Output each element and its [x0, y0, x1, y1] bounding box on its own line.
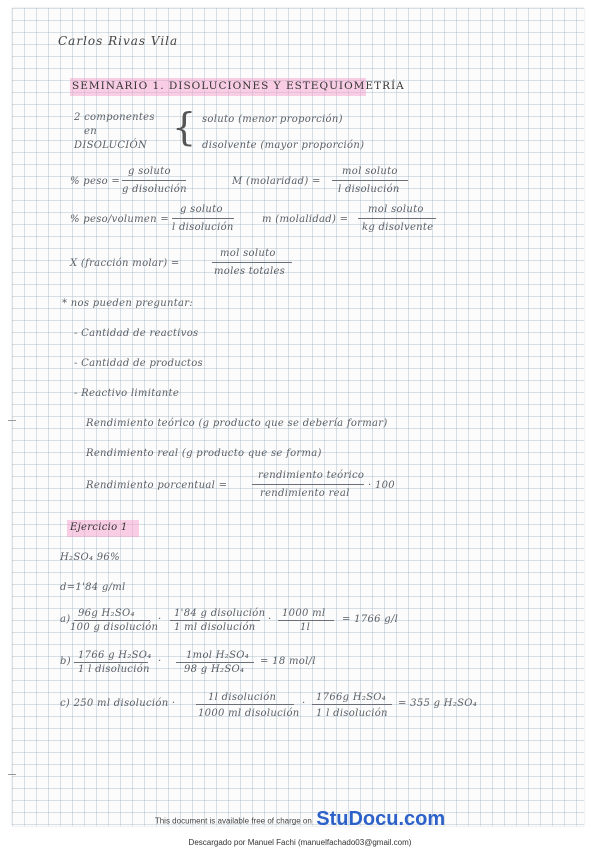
fraction-bar [176, 662, 254, 663]
molalidad-formula-lhs: m (molalidad) = [262, 214, 349, 225]
footer [0, 808, 600, 831]
peso-formula-lhs: % peso = [70, 176, 121, 187]
fraction-bar [312, 704, 392, 705]
part-b-f2-den: 98 g H₂SO₄ [184, 664, 245, 675]
components-label-2: en [84, 126, 97, 137]
components-label-1: 2 componentes [74, 112, 155, 123]
part-a-f2-num: 1'84 g disolución [174, 608, 266, 619]
molaridad-formula-den: l disolución [338, 184, 400, 195]
rendimiento-real: Rendimiento real (g producto que se forma) [86, 448, 322, 459]
part-b-f2-num: 1mol H₂SO₄ [186, 650, 250, 661]
author-name: Carlos Rivas Vila [58, 34, 179, 48]
list-item: - Reactivo limitante [74, 388, 180, 399]
part-a-f2-den: 1 ml disolución [174, 622, 256, 633]
part-c-label: c) 250 ml disolución · [60, 698, 176, 709]
exercise-line-2: d=1'84 g/ml [60, 582, 126, 593]
fraction-bar [332, 180, 408, 181]
multiply-dot: · [302, 698, 306, 709]
rendimiento-porcentual-den: rendimiento real [260, 488, 350, 499]
part-c-f2-num: 1766g H₂SO₄ [316, 692, 387, 703]
molalidad-formula-num: mol soluto [368, 204, 424, 215]
footer-download [0, 832, 600, 850]
seminar-title: SEMINARIO 1. DISOLUCIONES Y ESTEQUIOMETRÍA [72, 80, 405, 92]
part-c-result: = 355 g H₂SO₄ [398, 698, 478, 709]
part-b-f1-num: 1766 g H₂SO₄ [78, 650, 152, 661]
fraction-bar [196, 704, 294, 705]
part-a-f1-den: 100 g disolución [70, 622, 159, 633]
disolvente-definition: disolvente (mayor proporción) [202, 140, 365, 151]
rendimiento-porcentual-tail: · 100 [368, 480, 395, 491]
fraccion-formula-lhs: X (fracción molar) = [70, 258, 180, 269]
part-b-label: b) [60, 656, 71, 667]
fraction-bar [172, 218, 234, 219]
fraction-bar [74, 662, 148, 663]
part-c-f2-den: 1 l disolución [316, 708, 388, 719]
part-b-f1-den: 1 l disolución [78, 664, 150, 675]
fraction-bar [358, 218, 436, 219]
pesovol-formula-num: g soluto [180, 204, 223, 215]
fraccion-formula-num: mol soluto [220, 248, 276, 259]
components-label-3: DISOLUCIÓN [74, 140, 148, 151]
studocu-logo[interactable]: StuDocu.com [316, 808, 446, 830]
fraction-bar [212, 262, 292, 263]
exercise-title: Ejercicio 1 [70, 522, 128, 533]
part-a-label: a) [60, 614, 71, 625]
margin-mark [8, 420, 16, 421]
fraction-bar [74, 620, 150, 621]
peso-formula-num: g soluto [128, 166, 171, 177]
brace-icon: { [172, 105, 197, 149]
margin-mark [8, 774, 16, 775]
peso-formula-den: g disolución [122, 184, 187, 195]
fraction-bar [122, 180, 186, 181]
part-a-f3-den: 1l [300, 622, 311, 633]
part-a-f1-num: 96g H₂SO₄ [78, 608, 135, 619]
part-c-f1-den: 1000 ml disolución [198, 708, 300, 719]
part-a-f3-num: 1000 ml [282, 608, 326, 619]
footer-download-text: Descargado por Manuel Fachi (manuelfachado03@gmail.com) [188, 838, 412, 847]
pesovol-formula-den: l disolución [172, 222, 234, 233]
notebook-page [12, 8, 584, 826]
list-item: - Cantidad de reactivos [74, 328, 199, 339]
fraction-bar [170, 620, 260, 621]
rendimiento-porcentual-num: rendimiento teórico [258, 470, 365, 481]
exercise-line-1: H₂SO₄ 96% [60, 552, 120, 563]
fraction-bar [278, 620, 334, 621]
preguntas-intro: * nos pueden preguntar: [62, 298, 194, 309]
multiply-dot: · [268, 614, 272, 625]
molalidad-formula-den: kg disolvente [362, 222, 434, 233]
soluto-definition: soluto (menor proporción) [202, 114, 343, 125]
rendimiento-porcentual-lhs: Rendimiento porcentual = [86, 480, 228, 491]
multiply-dot: · [158, 656, 162, 667]
part-a-result: = 1766 g/l [342, 614, 399, 625]
fraction-bar [252, 484, 364, 485]
molaridad-formula-lhs: M (molaridad) = [232, 176, 321, 187]
rendimiento-teorico: Rendimiento teórico (g producto que se debería formar) [86, 418, 388, 429]
footer-availability-text: This document is available free of charge on [154, 816, 312, 826]
molaridad-formula-num: mol soluto [342, 166, 398, 177]
fraccion-formula-den: moles totales [214, 266, 286, 277]
part-b-result: = 18 mol/l [260, 656, 316, 667]
pesovol-formula-lhs: % peso/volumen = [70, 214, 170, 225]
multiply-dot: · [158, 614, 162, 625]
part-c-f1-num: 1l disolución [208, 692, 277, 703]
list-item: - Cantidad de productos [74, 358, 203, 369]
